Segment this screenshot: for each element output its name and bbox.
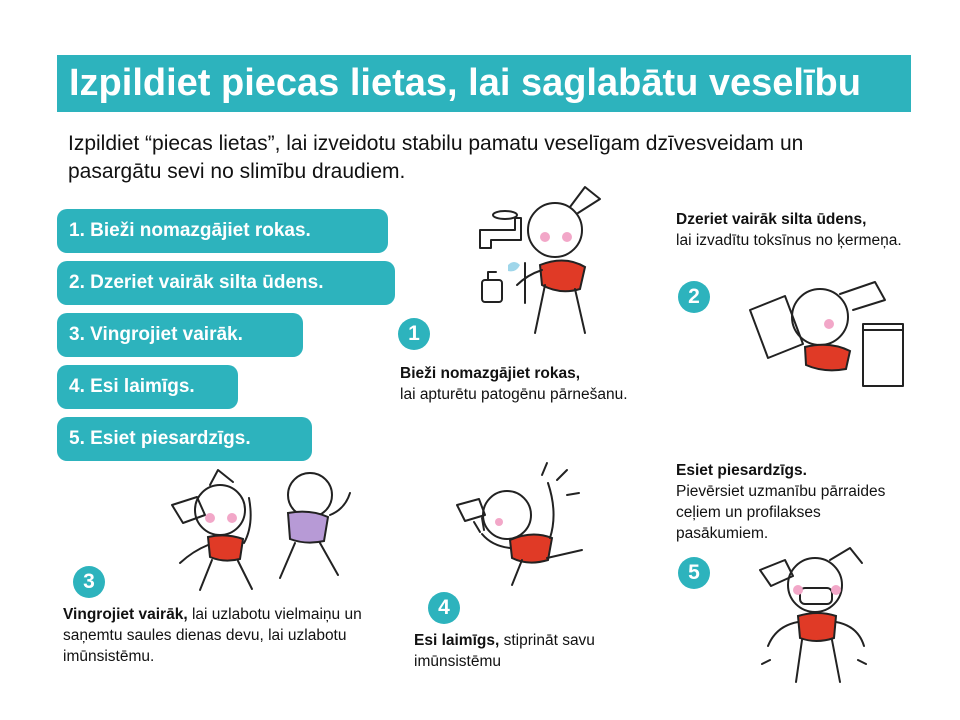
tip-bold-2: Dzeriet vairāk silta ūdens, [676,211,867,228]
tip-bold-4: Esi laimīgs, [414,632,500,649]
list-item-exercise: 3. Vingrojiet vairāk. [57,313,303,357]
tip-number-1: 1 [398,318,430,350]
page-title: Izpildiet piecas lietas, lai saglabātu veselību [57,55,911,112]
happy-illustration [452,460,592,590]
tip-caption-4 [414,630,614,672]
list-item-handwash: 1. Bieži nomazgājiet rokas. [57,209,388,253]
tip-caption-5 [676,460,906,544]
tip-bold-5: Esiet piesardzīgs. [676,462,807,479]
tip-number-4: 4 [428,592,460,624]
tip-text-2: lai izvadītu toksīnus no ķermeņa. [676,232,902,249]
list-item-careful: 5. Esiet piesardzīgs. [57,417,312,461]
intro-text: Izpildiet “piecas lietas”, lai izveidotu stabilu pamatu veselīgam dzīvesveidam un pasargātu sevi no slimību draudiem. [68,132,804,183]
tip-text-5: Pievērsiet uzmanību pārraides ceļiem un profilakses pasākumiem. [676,483,886,542]
tip-bold-1: Bieži nomazgājiet rokas, [400,365,581,382]
handwash-illustration [470,185,620,340]
careful-illustration [740,540,890,690]
tip-number-5: 5 [678,557,710,589]
list-item-happy: 4. Esi laimīgs. [57,365,238,409]
exercise-illustration [160,465,365,600]
tip-caption-2 [676,209,926,251]
list-item-water: 2. Dzeriet vairāk silta ūdens. [57,261,395,305]
tip-text-1: lai apturētu patogēnu pārnešanu. [400,386,628,403]
drinking-illustration [745,272,920,397]
tip-bold-3: Vingrojiet vairāk, [63,606,188,623]
tip-text-3: lai uzlabotu vielmaiņu un saņemtu saules dienas devu, lai uzlabotu imūnsistēmu. [63,606,362,665]
tip-number-3: 3 [73,566,105,598]
tip-caption-1 [400,363,640,405]
tip-caption-3 [63,604,373,667]
tip-text-4: stiprināt savu imūnsistēmu [414,632,595,670]
tip-number-2: 2 [678,281,710,313]
